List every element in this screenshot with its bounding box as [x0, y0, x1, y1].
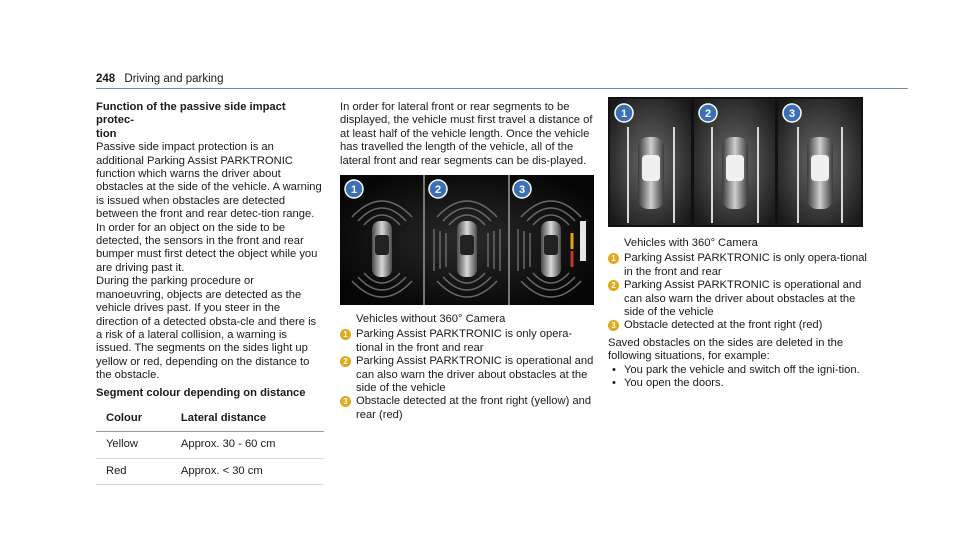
table-cell: Approx. < 30 cm [171, 458, 324, 484]
heading-passive-side-impact: Function of the passive side impact protec- tion [96, 101, 286, 140]
svg-text:2: 2 [434, 184, 442, 197]
paragraph: In order for lateral front or rear segments to be displayed, the vehicle must first travel a distance of at least half of the vehicle length. Once the vehicle has travelled the length of the vehicle, all of the lateral front and rear segments can be dis-played. [340, 101, 593, 167]
table-row [96, 432, 324, 458]
section-title: Driving and parking [124, 73, 224, 85]
list-item [608, 252, 878, 279]
column-3 [608, 101, 878, 390]
svg-text:1: 1 [620, 108, 628, 120]
page-header [96, 73, 223, 85]
svg-text:2: 2 [704, 108, 712, 120]
paragraph: Passive side impact protection is an additional Parking Assist PARKTRONIC function which warns the driver about obstacles at the side of the vehicle. A warning is issued when obstacles are detected between the front and rear detec-tion range. In order for an object on the side to be detected, the sensors in the front and rear bumper must first detect the object while you are driving past it. [96, 141, 322, 274]
item-text: Obstacle detected at the front right (yellow) and rear (red) [356, 395, 592, 421]
page-number: 248 [96, 73, 116, 85]
parking-sensor-illustration [340, 175, 594, 305]
camera-view-illustration [608, 97, 863, 227]
paragraph: Saved obstacles on the sides are deleted in the following situations, for example: [608, 336, 844, 363]
table-header-row [96, 406, 324, 432]
bullet-item: • You park the vehicle and switch off the igni-tion. [608, 364, 878, 377]
header-rule [96, 88, 908, 89]
list-item [608, 319, 878, 332]
table-cell: Red [96, 458, 171, 484]
figure-with-camera [608, 97, 863, 227]
list-item [340, 395, 594, 422]
item-text: Parking Assist PARKTRONIC is operational and can also warn the driver about obstacles at the side of the vehicle [624, 279, 862, 319]
table-cell: Approx. 30 - 60 cm [171, 432, 324, 458]
svg-text:3: 3 [788, 108, 796, 120]
list-item [608, 279, 878, 319]
item-number: 1 [340, 329, 351, 340]
item-text: Obstacle detected at the front right (red) [624, 319, 823, 332]
table-header: Colour [96, 406, 171, 432]
column-2 [340, 101, 594, 422]
item-number: 3 [608, 320, 619, 331]
paragraph: During the parking procedure or manoeuvring, objects are detected as the vehicle drives past. If you steer in the direction of a detected obsta-cle and there is a risk of a lateral collision, a warning is issued. The segments on the sides light up yellow or red, depending on the distance to the obstacle. [96, 275, 317, 382]
item-text: Parking Assist PARKTRONIC is only opera-tional in the front and rear [624, 252, 867, 278]
svg-text:3: 3 [518, 184, 526, 197]
list-item [340, 355, 594, 395]
list-item [340, 328, 594, 355]
item-number: 2 [608, 280, 619, 291]
table-header: Lateral distance [171, 406, 324, 432]
table-row [96, 458, 324, 484]
item-number: 1 [608, 253, 619, 264]
segment-colour-table [96, 406, 324, 485]
figure-caption: Vehicles with 360° Camera [624, 237, 758, 249]
item-number: 3 [340, 396, 351, 407]
heading-segment-colour: Segment colour depending on distance [96, 386, 306, 399]
figure-caption: Vehicles without 360° Camera [356, 313, 506, 326]
table-cell: Yellow [96, 432, 171, 458]
figure-without-camera [340, 175, 594, 305]
item-text: Parking Assist PARKTRONIC is only opera-tional in the front and rear [356, 328, 573, 354]
item-text: Parking Assist PARKTRONIC is operational and can also warn the driver about obstacles at the side of the vehicle [356, 355, 594, 395]
item-number: 2 [340, 356, 351, 367]
bullet-item: • You open the doors. [608, 377, 878, 390]
column-1 [96, 101, 324, 485]
svg-text:1: 1 [350, 184, 358, 197]
